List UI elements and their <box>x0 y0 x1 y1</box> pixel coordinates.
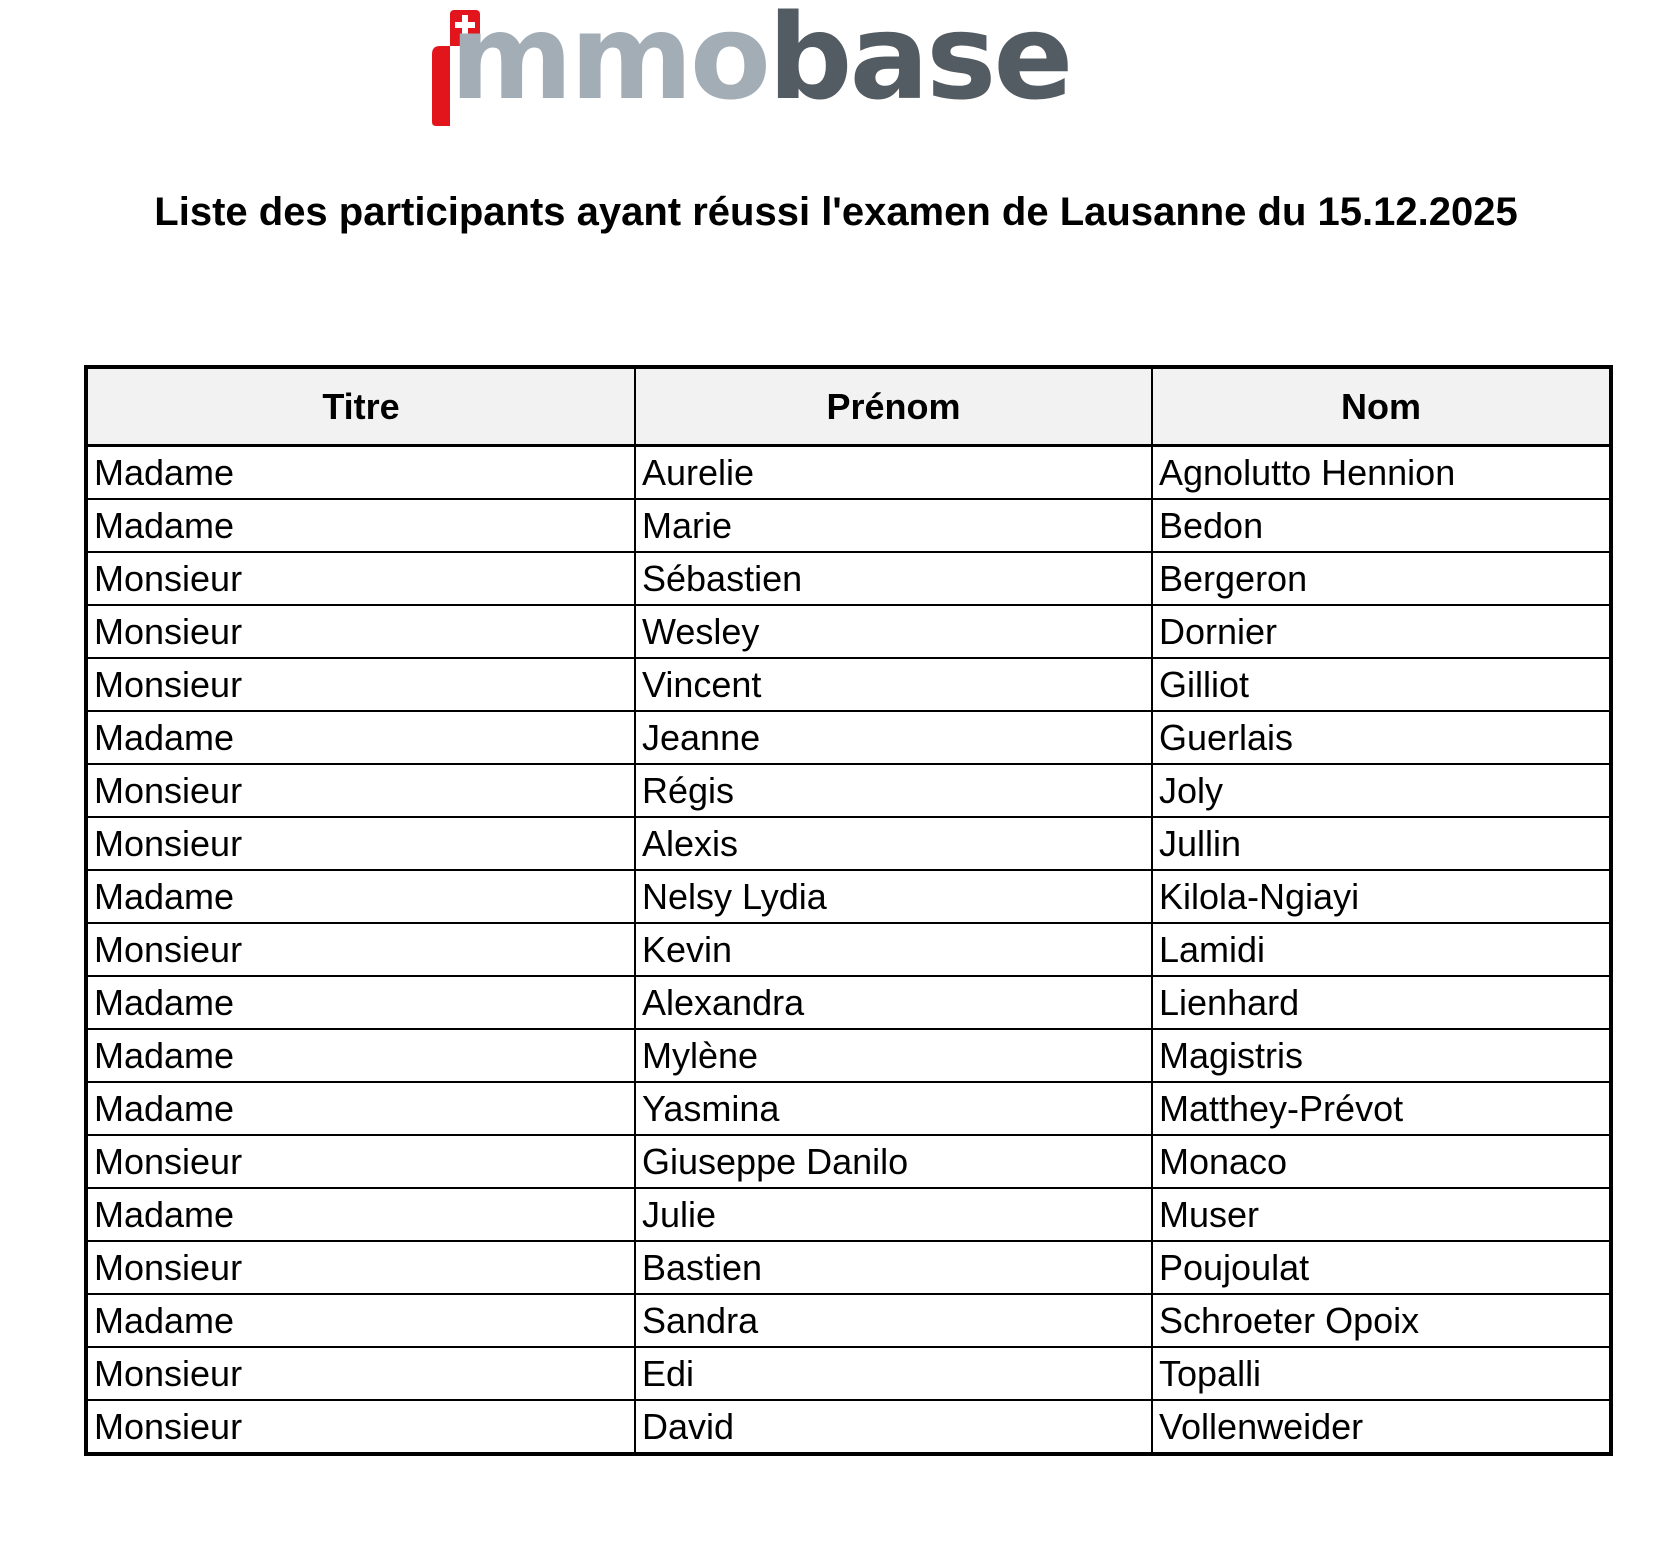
cell-nom: Gilliot <box>1152 658 1611 711</box>
table-row <box>86 711 1611 764</box>
header-prenom: Prénom <box>635 367 1152 446</box>
cell-titre: Madame <box>86 1188 635 1241</box>
table-row <box>86 976 1611 1029</box>
cell-nom: Matthey-Prévot <box>1152 1082 1611 1135</box>
cell-prenom: Edi <box>635 1347 1152 1400</box>
table-row <box>86 605 1611 658</box>
header-titre: Titre <box>86 367 635 446</box>
table-row <box>86 1241 1611 1294</box>
table-body <box>86 446 1611 1455</box>
cell-nom: Muser <box>1152 1188 1611 1241</box>
cell-prenom: Jeanne <box>635 711 1152 764</box>
cell-titre: Monsieur <box>86 1400 635 1454</box>
cell-titre: Monsieur <box>86 1347 635 1400</box>
cell-prenom: Kevin <box>635 923 1152 976</box>
table-row <box>86 1400 1611 1454</box>
table-header-row <box>86 367 1611 446</box>
cell-prenom: Alexandra <box>635 976 1152 1029</box>
cell-prenom: Nelsy Lydia <box>635 870 1152 923</box>
cell-prenom: Giuseppe Danilo <box>635 1135 1152 1188</box>
cell-prenom: Alexis <box>635 817 1152 870</box>
cell-prenom: Vincent <box>635 658 1152 711</box>
cell-nom: Lamidi <box>1152 923 1611 976</box>
cell-nom: Kilola-Ngiayi <box>1152 870 1611 923</box>
cell-titre: Monsieur <box>86 1135 635 1188</box>
logo-wordmark <box>450 0 1071 126</box>
cell-titre: Madame <box>86 1082 635 1135</box>
page-title: Liste des participants ayant réussi l'examen de Lausanne du 15.12.2025 <box>154 190 1518 234</box>
table-row <box>86 870 1611 923</box>
table-row <box>86 1294 1611 1347</box>
cell-nom: Joly <box>1152 764 1611 817</box>
cell-nom: Schroeter Opoix <box>1152 1294 1611 1347</box>
cell-titre: Madame <box>86 446 635 500</box>
header-nom: Nom <box>1152 367 1611 446</box>
cell-prenom: Yasmina <box>635 1082 1152 1135</box>
cell-prenom: Julie <box>635 1188 1152 1241</box>
cell-titre: Monsieur <box>86 764 635 817</box>
cell-titre: Madame <box>86 711 635 764</box>
cell-titre: Monsieur <box>86 817 635 870</box>
table-row <box>86 1347 1611 1400</box>
table-row <box>86 499 1611 552</box>
table-row <box>86 764 1611 817</box>
cell-titre: Monsieur <box>86 923 635 976</box>
cell-titre: Monsieur <box>86 658 635 711</box>
table-row <box>86 1082 1611 1135</box>
cell-prenom: Sandra <box>635 1294 1152 1347</box>
cell-nom: Bedon <box>1152 499 1611 552</box>
table-row <box>86 658 1611 711</box>
cell-titre: Monsieur <box>86 552 635 605</box>
logo-base: base <box>767 0 1071 126</box>
cell-nom: Lienhard <box>1152 976 1611 1029</box>
cell-titre: Madame <box>86 870 635 923</box>
cell-prenom: Marie <box>635 499 1152 552</box>
table-row <box>86 446 1611 500</box>
table-row <box>86 1135 1611 1188</box>
table-row <box>86 1188 1611 1241</box>
cell-titre: Madame <box>86 1029 635 1082</box>
table-row <box>86 1029 1611 1082</box>
cell-prenom: Bastien <box>635 1241 1152 1294</box>
table-row <box>86 552 1611 605</box>
logo-mmo: mmo <box>450 0 768 126</box>
cell-titre: Madame <box>86 976 635 1029</box>
cell-nom: Guerlais <box>1152 711 1611 764</box>
cell-prenom: Aurelie <box>635 446 1152 500</box>
cell-nom: Bergeron <box>1152 552 1611 605</box>
cell-prenom: Sébastien <box>635 552 1152 605</box>
cell-nom: Magistris <box>1152 1029 1611 1082</box>
cell-titre: Monsieur <box>86 1241 635 1294</box>
cell-prenom: David <box>635 1400 1152 1454</box>
cell-nom: Topalli <box>1152 1347 1611 1400</box>
cell-nom: Poujoulat <box>1152 1241 1611 1294</box>
cell-prenom: Mylène <box>635 1029 1152 1082</box>
cell-titre: Monsieur <box>86 605 635 658</box>
immobase-logo <box>426 0 1071 130</box>
table-row <box>86 817 1611 870</box>
cell-nom: Jullin <box>1152 817 1611 870</box>
table-row <box>86 923 1611 976</box>
cell-nom: Monaco <box>1152 1135 1611 1188</box>
participants-table <box>84 365 1613 1456</box>
cell-nom: Vollenweider <box>1152 1400 1611 1454</box>
cell-prenom: Wesley <box>635 605 1152 658</box>
cell-nom: Agnolutto Hennion <box>1152 446 1611 500</box>
cell-prenom: Régis <box>635 764 1152 817</box>
cell-titre: Madame <box>86 1294 635 1347</box>
cell-nom: Dornier <box>1152 605 1611 658</box>
cell-titre: Madame <box>86 499 635 552</box>
